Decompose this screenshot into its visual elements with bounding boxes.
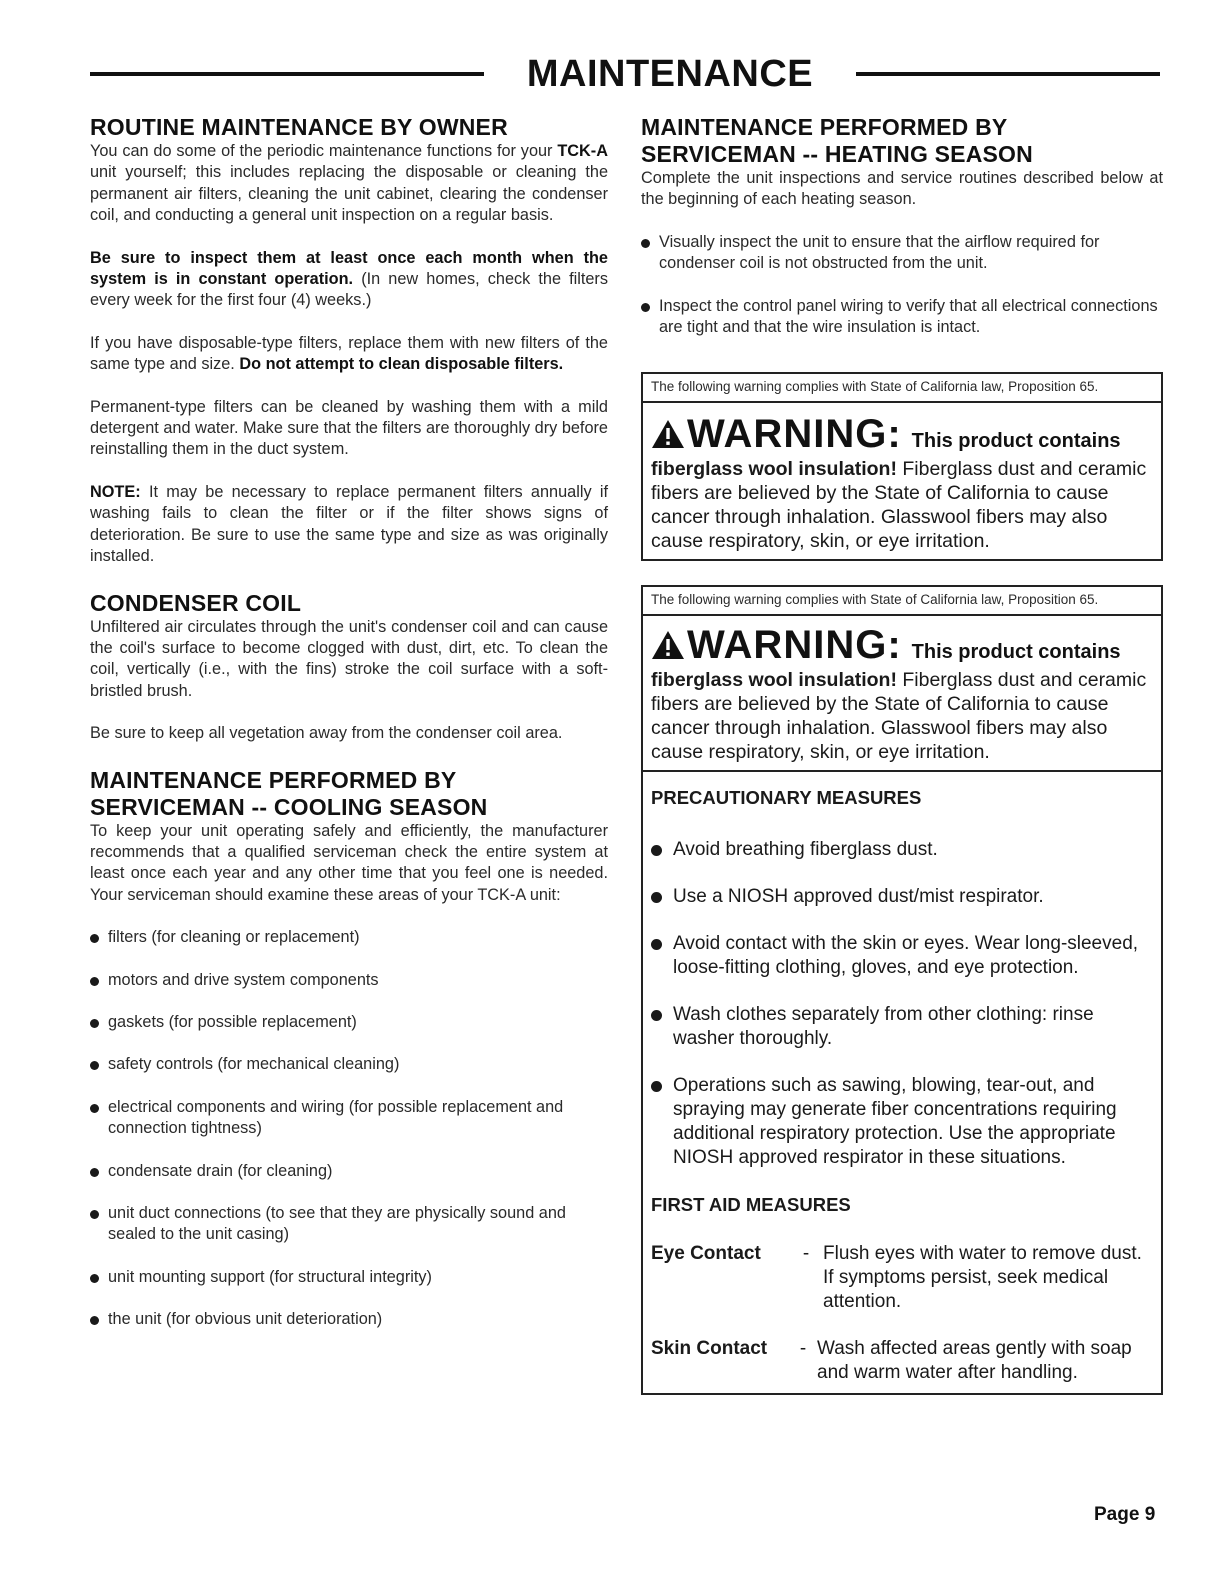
list-item: condensate drain (for cleaning) [90,1161,608,1182]
right-column [641,114,1163,338]
routine-p3-bold: Do not attempt to clean disposable filters. [239,355,564,374]
first-aid-text: Flush eyes with water to remove dust. If symptoms persist, seek medical attention. [823,1243,1142,1312]
list-item: filters (for cleaning or replacement) [90,927,608,948]
list-item: Operations such as sawing, blowing, tear-out, and spraying may generate fiber concentrations requiring additional respiratory protection. Use the appropriate NIOSH approved respirator in these situations. [651,1074,1153,1170]
precautions-list [651,838,1153,1170]
first-aid-row-eye [651,1242,1153,1314]
list-item: safety controls (for mechanical cleaning) [90,1054,608,1075]
page-title: MAINTENANCE [526,53,814,95]
heating-intro: Complete the unit inspections and service routines described below at the beginning of each heating season. [641,169,1163,209]
heating-heading-line-1: MAINTENANCE PERFORMED BY [641,114,1008,140]
warning-word: WARNING: [687,623,902,667]
list-item: the unit (for obvious unit deterioration) [90,1309,608,1330]
first-aid-dash: - [802,1243,810,1264]
first-aid-dash: - [799,1338,807,1359]
list-item: Visually inspect the unit to ensure that the airflow required for condenser coil is not obstructed from the unit. [641,232,1163,275]
page-number: Page 9 [1094,1504,1156,1525]
routine-heading: ROUTINE MAINTENANCE BY OWNER [90,114,508,140]
condenser-paragraph-1: Unfiltered air circulates through the unit's condenser coil and can cause the coil's surface to become clogged with dust, dirt, etc. To clean the coil, vertically (i.e., with the fins) stroke the coil surface with a soft-bristled brush. [90,617,608,700]
first-aid-label: Eye Contact [651,1243,761,1264]
alert-triangle-icon [651,419,685,449]
warning-text [643,457,1161,559]
routine-maintenance-section [90,114,608,568]
routine-p1-text-a: You can do some of the periodic maintenance functions for your [90,142,553,160]
title-rule-left [90,72,484,76]
routine-note [90,482,608,568]
list-item: Use a NIOSH approved dust/mist respirator. [651,885,1153,909]
cooling-heading-line-1: MAINTENANCE PERFORMED BY [90,766,457,793]
warning-caption: The following warning complies with State of California law, Proposition 65. [643,374,1161,403]
model-name: TCK-A [557,142,608,160]
list-item: motors and drive system components [90,970,608,991]
list-item: unit duct connections (to see that they are physically sound and sealed to the unit casing) [90,1203,608,1246]
warning-body: Fiberglass dust and ceramic fibers are believed by the State of California to cause cancer through inhalation. Glasswool fibers may also cause respiratory, skin, or eye irritation. [651,458,1147,552]
routine-paragraph-4: Permanent-type filters can be cleaned by washing them with a mild detergent and water. Make sure that the filters are thoroughly dry before reinstalling them in the duct system. [90,397,608,459]
routine-p2-bold: Be sure to inspect them at least once each month when the system is in constant operation. [90,248,608,289]
title-rule-right [856,72,1160,76]
warning-subtitle: This product contains [911,430,1121,452]
warning-header [643,622,1161,668]
warning-bold-lead: fiberglass wool insulation! [651,669,897,691]
list-item: Avoid breathing fiberglass dust. [651,838,1153,862]
routine-paragraph-1 [90,141,608,227]
condenser-coil-section [90,590,608,745]
alert-triangle-icon [651,630,685,660]
heating-heading-line-2: SERVICEMAN -- HEATING SEASON [641,141,1033,167]
heating-checklist [641,232,1163,339]
cooling-intro: To keep your unit operating safely and efficiently, the manufacturer recommends that a qualified serviceman check the entire system at least once each year and any other time that you feel one is needed. Your serviceman should examine these areas of your TCK-A unit: [90,821,608,904]
note-label: NOTE: [90,482,141,501]
note-text: It may be necessary to replace permanent filters annually if washing fails to clean the filter or if the filter shows signs of deterioration. Be sure to use the same type and size as was originally installed. [90,482,608,566]
prop65-warning-box-1 [641,372,1163,561]
routine-p2-text: (In new homes, check the filters every week for the first four (4) weeks.) [90,270,608,310]
cooling-heading-line-2: SERVICEMAN -- COOLING SEASON [90,793,488,820]
precautions-panel [643,770,1161,1393]
routine-paragraph-3 [90,333,608,376]
warning-body: Fiberglass dust and ceramic fibers are believed by the State of California to cause cancer through inhalation. Glasswool fibers may also cause respiratory, skin, or eye irritation. [651,669,1147,763]
list-item: Inspect the control panel wiring to verify that all electrical connections are tight and that the wire insulation is intact. [641,296,1163,339]
heating-season-section [641,114,1163,338]
list-item: Wash clothes separately from other clothing: rinse washer thoroughly. [651,1003,1153,1051]
condenser-heading: CONDENSER COIL [90,589,302,616]
warning-header [643,411,1161,457]
page-title-row [90,52,1160,96]
list-item: gaskets (for possible replacement) [90,1012,608,1033]
routine-paragraph-2 [90,248,608,312]
list-item: electrical components and wiring (for possible replacement and connection tightness) [90,1097,608,1140]
list-item: Avoid contact with the skin or eyes. Wear long-sleeved, loose-fitting clothing, gloves, and eye protection. [651,932,1153,980]
first-aid-heading: FIRST AID MEASURES [651,1194,851,1215]
cooling-checklist [90,927,608,1330]
list-item: unit mounting support (for structural integrity) [90,1267,608,1288]
first-aid-label: Skin Contact [651,1338,768,1359]
left-column [90,114,608,1331]
routine-p1-text-c: unit yourself; this includes replacing the disposable or cleaning the permanent air filters, cleaning the unit cabinet, clearing the condenser coil, and conducting a general unit inspection on a regular basis. [90,163,608,225]
warning-word: WARNING: [687,412,902,456]
precautionary-heading: PRECAUTIONARY MEASURES [651,787,922,808]
first-aid-text: Wash affected areas gently with soap and warm water after handling. [817,1338,1132,1383]
routine-p3-text: If you have disposable-type filters, replace them with new filters of the same type and size. [90,333,608,374]
cooling-season-section [90,767,608,1331]
prop65-warning-box-2 [641,585,1163,1395]
condenser-paragraph-2: Be sure to keep all vegetation away from the condenser coil area. [90,724,563,743]
warning-bold-lead: fiberglass wool insulation! [651,458,897,480]
first-aid-row-skin [651,1337,1153,1385]
warning-text [643,668,1161,770]
warning-caption: The following warning complies with State of California law, Proposition 65. [643,587,1161,616]
warning-subtitle: This product contains [911,641,1121,663]
